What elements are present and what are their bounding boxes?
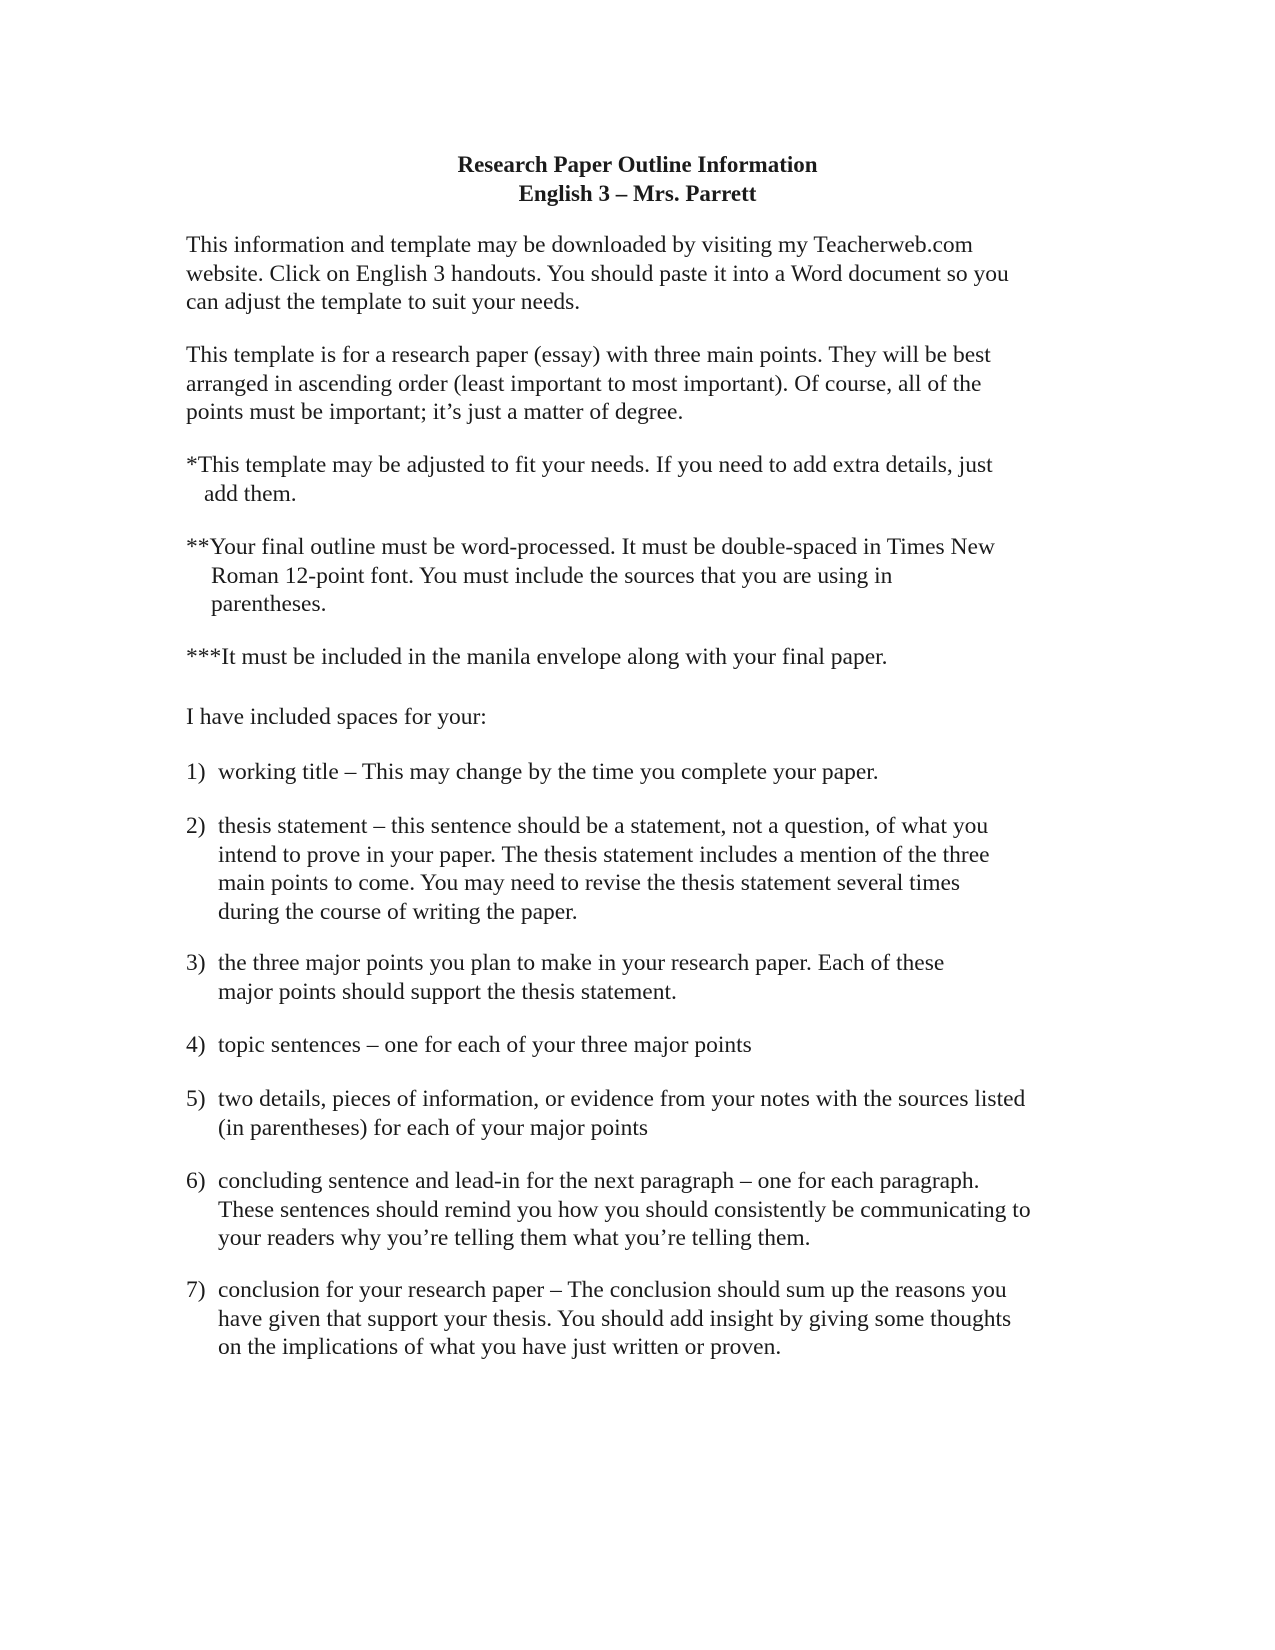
list-item-number: 5) bbox=[186, 1086, 206, 1112]
list-item-text: concluding sentence and lead-in for the next paragraph – one for each paragraph. These sentences should remind you how you should consistently be communicating to your readers why you’re telling them what you’re telling them. bbox=[218, 1168, 1031, 1251]
paragraph-download-info bbox=[186, 231, 1086, 317]
list-item-text: working title – This may change by the time you complete your paper. bbox=[218, 759, 879, 785]
list-item-text: thesis statement – this sentence should be a statement, not a question, of what you intend to prove in your paper. The thesis statement includes a mention of the three main points to come. You may need to revise the thesis statement several times during the course of writing the paper. bbox=[218, 813, 990, 925]
list-item-number: 3) bbox=[186, 950, 206, 976]
list-item bbox=[186, 1167, 1086, 1253]
list-item bbox=[186, 1085, 1086, 1142]
note-adjust-template bbox=[186, 451, 1086, 508]
note-text: *This template may be adjusted to fit your needs. If you need to add extra details, just add them. bbox=[186, 452, 993, 507]
note-text: ***It must be included in the manila envelope along with your final paper. bbox=[186, 644, 888, 670]
list-item bbox=[186, 1031, 1086, 1060]
list-item-number: 1) bbox=[186, 759, 206, 785]
list-item-number: 7) bbox=[186, 1277, 206, 1303]
list-item bbox=[186, 758, 1086, 787]
list-item-text: the three major points you plan to make in your research paper. Each of these major points should support the thesis statement. bbox=[218, 950, 945, 1005]
document-title bbox=[0, 150, 1275, 208]
paragraph-text: This template is for a research paper (essay) with three main points. They will be best arranged in ascending order (least important to most important). Of course, all of the points must be important; it’s just a matter of degree. bbox=[186, 342, 991, 425]
list-item-text: two details, pieces of information, or evidence from your notes with the sources listed (in parentheses) for each of your major points bbox=[218, 1086, 1026, 1141]
title-line-1: Research Paper Outline Information bbox=[457, 152, 818, 177]
list-item-text: conclusion for your research paper – The conclusion should sum up the reasons you have given that support your thesis. You should add insight by giving some thoughts on the implications of what you have just written or proven. bbox=[218, 1277, 1012, 1360]
intro-text: I have included spaces for your: bbox=[186, 704, 487, 730]
paragraph-template-info bbox=[186, 341, 1086, 427]
list-item bbox=[186, 949, 1086, 1006]
list-item bbox=[186, 1276, 1086, 1362]
list-item-text: topic sentences – one for each of your three major points bbox=[218, 1032, 752, 1058]
list-item-number: 2) bbox=[186, 813, 206, 839]
note-text: **Your final outline must be word-processed. It must be double-spaced in Times New Roman 12-point font. You must include the sources that you are using in parentheses. bbox=[186, 534, 995, 617]
list-intro bbox=[186, 703, 1086, 732]
note-manila-envelope bbox=[186, 643, 1086, 672]
list-item-number: 4) bbox=[186, 1032, 206, 1058]
note-word-processed bbox=[186, 533, 1086, 619]
list-item bbox=[186, 812, 1086, 926]
title-line-2: English 3 – Mrs. Parrett bbox=[518, 181, 757, 206]
list-item-number: 6) bbox=[186, 1168, 206, 1194]
paragraph-text: This information and template may be downloaded by visiting my Teacherweb.com website. Click on English 3 handouts. You should paste it into a Word document so you can adjust the template to suit your needs. bbox=[186, 232, 1009, 315]
